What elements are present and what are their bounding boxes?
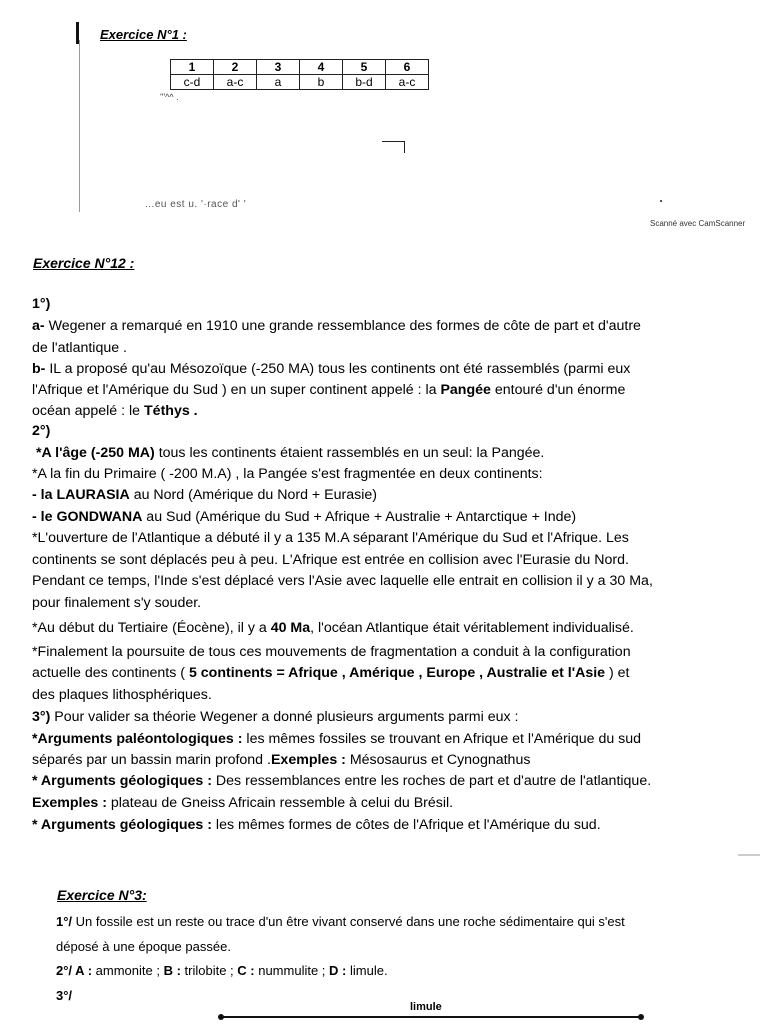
fossil-letter: D : — [329, 963, 347, 978]
answer-b-line-2 — [32, 382, 625, 398]
fossil-letter: A : — [72, 963, 93, 978]
fossil-letter: C : — [237, 963, 255, 978]
paragraph-atlantic-line: *L'ouverture de l'Atlantique a débuté il y a 135 M.A séparant l'Amérique du Sud et l'Afrique. Les — [32, 530, 629, 546]
argument-heading: * Arguments géologiques : — [32, 773, 212, 789]
exercise-1-title: Exercice N°1 : — [100, 27, 187, 42]
five-continents-term: 5 continents = Afrique , Amérique , Europe , Australie et l'Asie — [188, 665, 606, 681]
paragraph-final-line — [32, 665, 630, 681]
answers-value-cell: c-d — [171, 75, 214, 90]
exercise-3-q1-line — [56, 914, 625, 930]
answers-header-cell: 1 — [171, 60, 214, 75]
paragraph-text: ) et — [605, 665, 630, 681]
fossil-letter: B : — [163, 963, 181, 978]
paragraph-atlantic-line: continents se sont déplacés peu à peu. L'Afrique est entrée en collision avec l'Eurasie du Nord. — [32, 552, 629, 568]
paragraph-pangea — [36, 445, 544, 461]
paragraph-text: tous les continents étaient rassemblés en un seul: la Pangée. — [154, 445, 545, 461]
fossil-name: ammonite ; — [92, 963, 164, 978]
exercise-3-q3-label: 3°/ — [56, 988, 73, 1003]
paragraph-atlantic-line: pour finalement s'y souder. — [32, 595, 202, 611]
scan-smudge — [738, 854, 760, 856]
fossil-name: trilobite ; — [180, 963, 238, 978]
scan-fragment-under-table: '''^^ . — [160, 92, 179, 102]
gondwana-term: - le GONDWANA — [32, 509, 143, 525]
fossil-name: limule. — [346, 963, 388, 978]
answers-value-cell: b-d — [343, 75, 386, 90]
paragraph-text: , l'océan Atlantique était véritablement individualisé. — [310, 620, 634, 636]
camscanner-watermark: Scanné avec CamScanner — [650, 219, 746, 228]
answer-a-label: a- — [32, 318, 45, 334]
question-3-label: 3°) — [32, 709, 51, 725]
gondwana-line — [32, 509, 576, 525]
scan-fragment-text: ...eu est u. '·race d' ' — [145, 199, 247, 210]
answers-header-cell: 3 — [257, 60, 300, 75]
answer-b-line — [32, 361, 630, 377]
argument-geology-coast-line — [32, 817, 601, 833]
q1-text: Un fossile est un reste ou trace d'un être vivant conservé dans une roche sédimentaire qui s'est — [72, 914, 625, 929]
scanned-fragment-exercise-1 — [0, 0, 768, 235]
answers-value-cell: b — [300, 75, 343, 90]
exercise-3-q1-line-2: déposé à une époque passée. — [56, 939, 231, 954]
exercise-3-q2-line — [56, 963, 388, 979]
argument-text: les mêmes formes de côtes de l'Afrique et l'Amérique du sud. — [211, 817, 601, 833]
examples-label: Exemples : — [270, 752, 346, 768]
answer-b-line-3 — [32, 403, 198, 419]
question-2-label: 2°) — [32, 423, 51, 439]
argument-text: Mésosaurus et Cynognathus — [345, 752, 531, 768]
fossil-name: nummulite ; — [254, 963, 330, 978]
q1-label: 1°/ — [56, 914, 73, 929]
answers-value-cell: a-c — [214, 75, 257, 90]
answer-b-text-part: entouré d'un énorme — [490, 382, 626, 398]
q2-label: 2°/ — [56, 963, 73, 978]
answers-table — [170, 59, 429, 90]
answers-header-cell: 2 — [214, 60, 257, 75]
answers-header-cell: 6 — [386, 60, 429, 75]
scan-corner-mark — [382, 141, 405, 142]
argument-text: Des ressemblances entre les roches de part et d'autre de l'atlantique. — [211, 773, 652, 789]
pangee-term: Pangée — [440, 382, 491, 398]
geologic-timeline-axis — [222, 1016, 642, 1018]
examples-label: Exemples : — [32, 795, 107, 811]
argument-heading: * Arguments géologiques : — [32, 817, 212, 833]
paragraph-final-line: des plaques lithosphériques. — [32, 687, 212, 703]
argument-geology-line — [32, 773, 651, 789]
timeline-endpoint — [638, 1014, 644, 1020]
paragraph-bold: 40 Ma — [270, 620, 311, 636]
answers-value-cell: a-c — [386, 75, 429, 90]
exercise-3-title: Exercice N°3: — [57, 887, 147, 903]
exercise-12-title: Exercice N°12 : — [33, 255, 135, 271]
scan-corner-mark — [404, 141, 405, 153]
laurasia-text: au Nord (Amérique du Nord + Eurasie) — [129, 487, 377, 503]
answer-a-line-2: de l'atlantique . — [32, 340, 127, 356]
answer-b-label: b- — [32, 361, 46, 377]
argument-geology-line-2 — [32, 795, 453, 811]
tethys-term: Téthys . — [144, 403, 198, 419]
answers-value-cell: a — [257, 75, 300, 90]
argument-text: plateau de Gneiss Africain ressemble à celui du Brésil. — [106, 795, 454, 811]
answer-a-line — [32, 318, 641, 334]
question-3-text: Pour valider sa théorie Wegener a donné plusieurs arguments parmi eux : — [50, 709, 519, 725]
question-3-line — [32, 709, 518, 725]
paragraph-primaire: *A la fin du Primaire ( -200 M.A) , la Pangée s'est fragmentée en deux continents: — [32, 466, 543, 482]
argument-paleontology-line — [32, 731, 641, 747]
paragraph-atlantic-line: Pendant ce temps, l'Inde s'est déplacé vers l'Asie avec laquelle elle entrait en collision il y a 30 Ma, — [32, 573, 653, 589]
paragraph-bold: *A l'âge (-250 MA) — [36, 445, 155, 461]
answers-header-cell: 5 — [343, 60, 386, 75]
answers-table-header-row — [171, 60, 429, 75]
answer-a-text: Wegener a remarqué en 1910 une grande ressemblance des formes de côte de part et d'autre — [44, 318, 641, 334]
argument-paleontology-line-2 — [32, 752, 530, 768]
paragraph-final-line: *Finalement la poursuite de tous ces mouvements de fragmentation a conduit à la configuration — [32, 644, 631, 660]
argument-text: les mêmes fossiles se trouvant en Afrique et l'Amérique du sud — [242, 731, 642, 747]
argument-text: séparés par un bassin marin profond . — [32, 752, 271, 768]
laurasia-term: - la LAURASIA — [32, 487, 130, 503]
answer-b-text: IL a proposé qu'au Mésozoïque (-250 MA) tous les continents ont été rassemblés (parmi eux — [45, 361, 631, 377]
scan-edge-line — [79, 40, 80, 212]
laurasia-line — [32, 487, 377, 503]
answers-header-cell: 4 — [300, 60, 343, 75]
answer-b-text-part: l'Afrique et l'Amérique du Sud ) en un super continent appelé : la — [32, 382, 441, 398]
argument-heading: *Arguments paléontologiques : — [32, 731, 243, 747]
paragraph-tertiaire — [32, 620, 634, 636]
answer-b-text-part: océan appelé : le — [32, 403, 145, 419]
scan-dot — [660, 200, 662, 202]
timeline-endpoint — [218, 1014, 224, 1020]
paragraph-text: actuelle des continents ( — [32, 665, 189, 681]
paragraph-text: *Au début du Tertiaire (Éocène), il y a — [32, 620, 271, 636]
answers-table-value-row — [171, 75, 429, 90]
question-1-label: 1°) — [32, 296, 51, 312]
gondwana-text: au Sud (Amérique du Sud + Afrique + Australie + Antarctique + Inde) — [142, 509, 577, 525]
timeline-label-limule: limule — [410, 1001, 442, 1013]
